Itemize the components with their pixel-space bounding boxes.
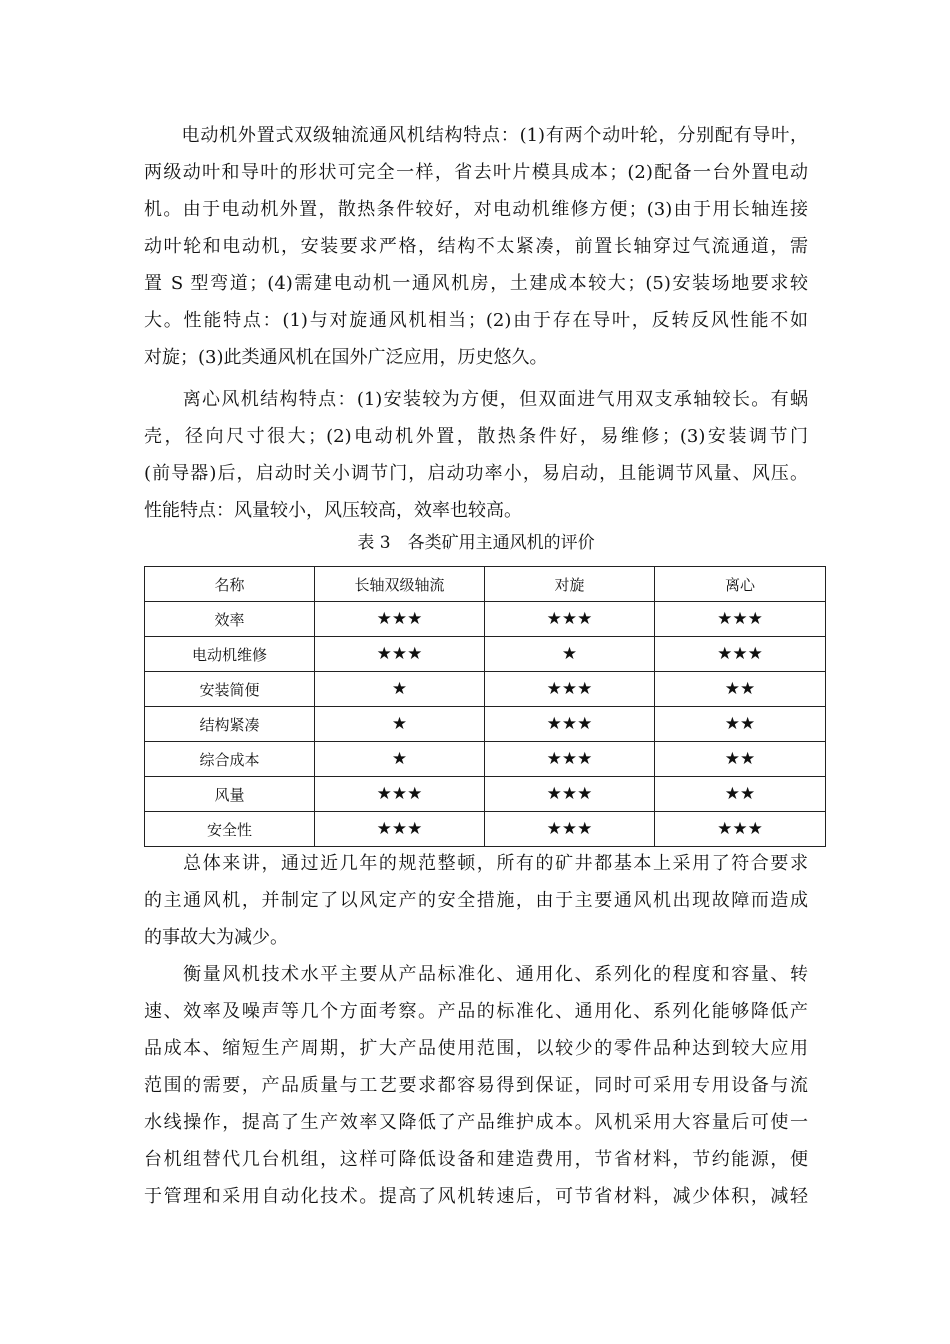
text-line: 品成本、缩短生产周期，扩大产品使用范围，以较少的零件品种达到较大应用 xyxy=(144,1038,808,1059)
row-label: 安全性 xyxy=(145,812,315,847)
star-rating: ★ xyxy=(315,672,485,707)
table-row xyxy=(145,672,826,707)
text-line: 对旋；(3)此类通风机在国外广泛应用，历史悠久。 xyxy=(144,347,548,368)
star-rating: ★★★ xyxy=(315,637,485,672)
table-row xyxy=(145,812,826,847)
text-line: 壳，径向尺寸很大；(2)电动机外置，散热条件好，易维修；(3)安装调节门 xyxy=(144,426,808,447)
header-cell: 长轴双级轴流 xyxy=(315,567,485,602)
text-line: 电动机外置式双级轴流通风机结构特点：(1)有两个动叶轮，分别配有导叶， xyxy=(144,125,808,146)
table-header-row xyxy=(145,567,826,602)
star-rating: ★★★ xyxy=(315,777,485,812)
paragraph-centrifugal-fan xyxy=(144,381,808,529)
star-rating: ★★★ xyxy=(485,672,655,707)
star-rating: ★★ xyxy=(655,672,826,707)
star-rating: ★★★ xyxy=(485,742,655,777)
table-row xyxy=(145,707,826,742)
header-cell: 对旋 xyxy=(485,567,655,602)
header-cell: 离心 xyxy=(655,567,826,602)
header-cell: 名称 xyxy=(145,567,315,602)
text-line: 总体来讲，通过近几年的规范整顿，所有的矿井都基本上采用了符合要求 xyxy=(144,853,808,874)
table-row xyxy=(145,777,826,812)
star-rating: ★ xyxy=(315,742,485,777)
row-label: 结构紧凑 xyxy=(145,707,315,742)
row-label: 风量 xyxy=(145,777,315,812)
table-row xyxy=(145,742,826,777)
text-line: 台机组替代几台机组，这样可降低设备和建造费用，节省材料，节约能源，便 xyxy=(144,1149,808,1170)
row-label: 安装简便 xyxy=(145,672,315,707)
star-rating: ★★★ xyxy=(485,707,655,742)
row-label: 电动机维修 xyxy=(145,637,315,672)
star-rating: ★★ xyxy=(655,777,826,812)
paragraph-summary xyxy=(144,845,808,956)
paragraph-technology-level xyxy=(144,956,808,1215)
star-rating: ★★★ xyxy=(655,637,826,672)
star-rating: ★★★ xyxy=(655,812,826,847)
star-rating: ★★★ xyxy=(485,602,655,637)
paragraph-axial-fan xyxy=(144,117,808,376)
text-line: 范围的需要，产品质量与工艺要求都容易得到保证，同时可采用专用设备与流 xyxy=(144,1075,808,1096)
text-line: 两级动叶和导叶的形状可完全一样，省去叶片模具成本；(2)配备一台外置电动 xyxy=(144,162,808,183)
star-rating: ★★★ xyxy=(485,812,655,847)
text-line: 于管理和采用自动化技术。提高了风机转速后，可节省材料，减少体积，减轻 xyxy=(144,1186,808,1207)
text-line: 动叶轮和电动机，安装要求严格，结构不太紧凑，前置长轴穿过气流通道，需 xyxy=(144,236,808,257)
text-line: 水线操作，提高了生产效率又降低了产品维护成本。风机采用大容量后可使一 xyxy=(144,1112,808,1133)
star-rating: ★★★ xyxy=(315,602,485,637)
text-line: 速、效率及噪声等几个方面考察。产品的标准化、通用化、系列化能够降低产 xyxy=(144,1001,808,1022)
row-label: 综合成本 xyxy=(145,742,315,777)
text-line: (前导器)后，启动时关小调节门，启动功率小，易启动，且能调节风量、风压。 xyxy=(144,463,808,484)
table-row xyxy=(145,637,826,672)
star-rating: ★ xyxy=(485,637,655,672)
star-rating: ★ xyxy=(315,707,485,742)
text-line: 的事故大为减少。 xyxy=(144,927,288,948)
table-row xyxy=(145,602,826,637)
text-line: 机。由于电动机外置，散热条件较好，对电动机维修方便；(3)由于用长轴连接 xyxy=(144,199,808,220)
text-line: 大。性能特点：(1)与对旋通风机相当；(2)由于存在导叶，反转反风性能不如 xyxy=(144,310,808,331)
star-rating: ★★★ xyxy=(655,602,826,637)
text-line: 性能特点：风量较小，风压较高，效率也较高。 xyxy=(144,500,522,521)
star-rating: ★★ xyxy=(655,707,826,742)
star-rating: ★★★ xyxy=(485,777,655,812)
star-rating: ★★★ xyxy=(315,812,485,847)
text-line: 衡量风机技术水平主要从产品标准化、通用化、系列化的程度和容量、转 xyxy=(144,964,808,985)
text-line: 离心风机结构特点：(1)安装较为方便，但双面进气用双支承轴较长。有蜗 xyxy=(144,389,808,410)
text-line: 的主通风机，并制定了以风定产的安全措施，由于主要通风机出现故障而造成 xyxy=(144,890,808,911)
star-rating: ★★ xyxy=(655,742,826,777)
text-line: 置 S 型弯道；(4)需建电动机一通风机房，土建成本较大；(5)安装场地要求较 xyxy=(144,273,808,294)
row-label: 效率 xyxy=(145,602,315,637)
fan-evaluation-table xyxy=(144,566,826,847)
table-caption: 表 3 各类矿用主通风机的评价 xyxy=(357,533,595,553)
